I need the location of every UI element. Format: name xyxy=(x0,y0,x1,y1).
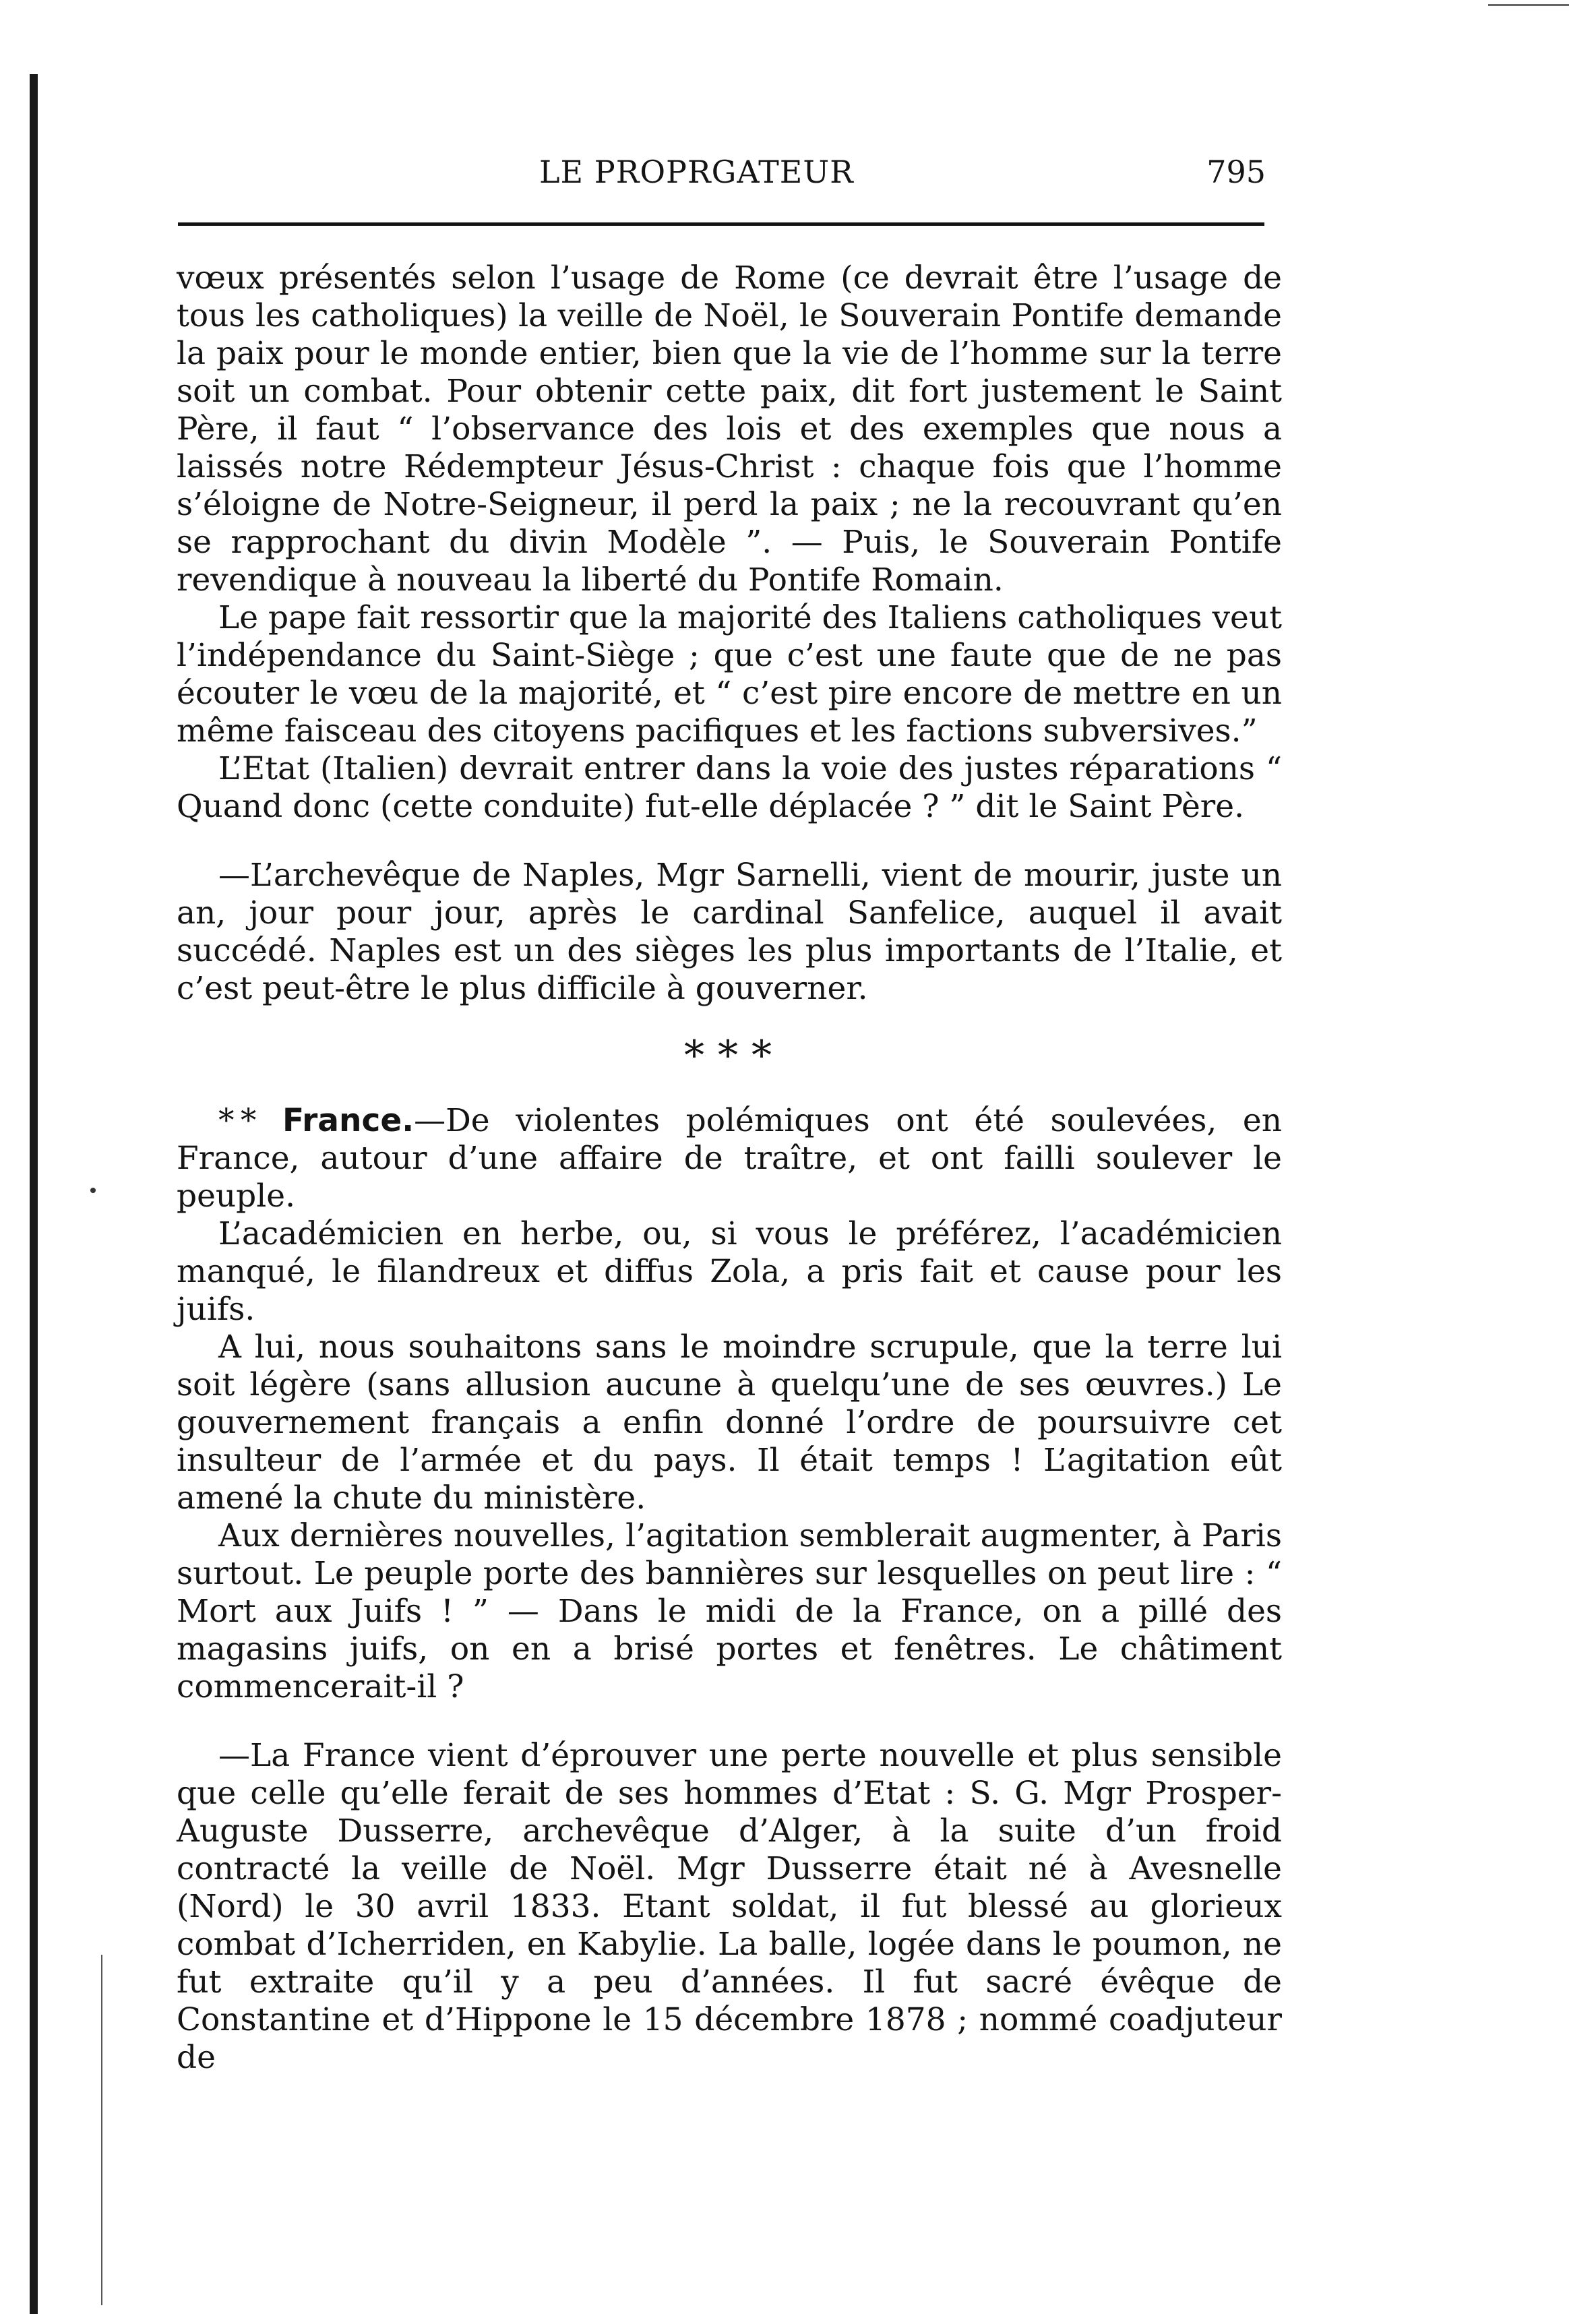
section-asterism: * * * xyxy=(684,1032,774,1079)
paragraph-agitation: Aux dernières nouvelles, l’agitation semblerait augmenter, à Paris surtout. Le peuple porte des bannières sur lesquelles on peut lire : “ Mort aux Juifs ! ” — Dans le midi de la France, on a pillé des magasins juifs, on en a brisé portes et fenêtres. Le châtiment commencerait-il ? xyxy=(177,1517,1282,1705)
corner-mark xyxy=(1488,4,1569,6)
paragraph-pope-italy: Le pape fait ressortir que la majorité des Italiens catholiques veut l’indépendance du Saint-Siège ; que c’est une faute que de ne pas écouter le vœu de la majorité, et “ c’est pire encore de mettre en un même faisceau des citoyens pacifiques et les factions subversives.” xyxy=(177,599,1282,750)
body-text xyxy=(177,260,1282,2077)
paragraph-zola: L’académicien en herbe, ou, si vous le préférez, l’académicien manqué, le filandreux et diffus Zola, a pris fait et cause pour les juifs. xyxy=(177,1215,1282,1328)
binding-edge xyxy=(30,74,38,2314)
paragraph-france-text: —De violentes polémiques ont été soulevées, en France, autour d’une affaire de traître, et ont failli soulever le peuple. xyxy=(177,1102,1283,1215)
section-heading-france: France. xyxy=(282,1102,415,1139)
paragraph-naples: —L’archevêque de Naples, Mgr Sarnelli, vient de mourir, juste un an, jour pour jour, après le cardinal Sanfelice, auquel il avait succédé. Naples est un des sièges les plus importants de l’Italie, et c’est peut-être le plus difficile à gouverner. xyxy=(177,857,1282,1007)
running-header xyxy=(181,154,1266,201)
header-rule xyxy=(178,222,1264,226)
paragraph-dusserre: —La France vient d’éprouver une perte nouvelle et plus sensible que celle qu’elle ferait de ses hommes d’Etat : S. G. Mgr Prosper-Auguste Dusserre, archevêque d’Alger, à la suite d’un froid contracté la veille de Noël. Mgr Dusserre était né à Avesnelle (Nord) le 30 avril 1833. Etant soldat, il fut blessé au glorieux combat d’Icherriden, en Kabylie. La balle, logée dans le poumon, ne fut extraite qu’il y a peu d’années. Il fut sacré évêque de Constantine et d’Hippone le 15 décembre 1878 ; nommé coadjuteur de xyxy=(177,1737,1282,2076)
paragraph-italian-state: L’Etat (Italien) devrait entrer dans la voie des justes réparations “ Quand donc (cette conduite) fut-elle déplacée ? ” dit le Saint Père. xyxy=(177,750,1282,825)
running-title: LE PROPRGATEUR xyxy=(539,154,854,190)
binding-edge-thin xyxy=(101,1955,102,2305)
paragraph-france-intro xyxy=(177,1102,1282,1215)
page-number: 795 xyxy=(1206,154,1266,190)
paragraph-continued: vœux présentés selon l’usage de Rome (ce devrait être l’usage de tous les catholiques) la veille de Noël, le Souverain Pontife demande la paix pour le monde entier, bien que la vie de l’homme sur la terre soit un combat. Pour obtenir cette paix, dit fort justement le Saint Père, il faut “ l’observance des lois et des exemples que nous a laissés notre Rédempteur Jésus-Christ : chaque fois que l’homme s’éloigne de Notre-Seigneur, il perd la paix ; ne la recouvrant qu’en se rapprochant du divin Modèle ”. — Puis, le Souverain Pontife revendique à nouveau la liberté du Pontife Romain. xyxy=(177,260,1282,599)
paragraph-government: A lui, nous souhaitons sans le moindre scrupule, que la terre lui soit légère (sans allusion aucune à quelqu’une de ses œuvres.) Le gouvernement français a enfin donné l’ordre de poursuivre cet insulteur de l’armée et du pays. Il était temps ! L’agitation eût amené la chute du ministère. xyxy=(177,1329,1282,1517)
margin-dot xyxy=(90,1188,96,1193)
section-prefix: * * xyxy=(218,1102,283,1139)
